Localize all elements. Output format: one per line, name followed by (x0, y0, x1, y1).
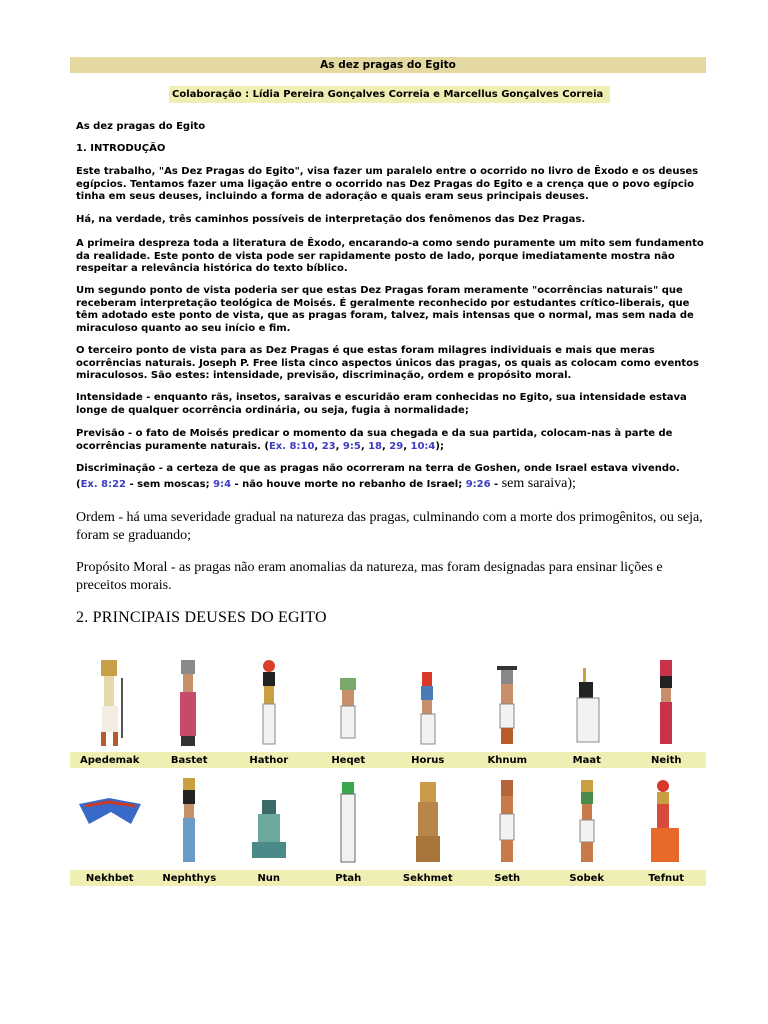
scripture-link[interactable]: 23 (321, 440, 336, 452)
paragraph-third-view: O terceiro ponto de vista para as Dez Pragas é que estas foram milagres individuais e mais que meras ocorrências naturais. Joseph P. Free lista cinco aspectos únicos das pragas, os quais as colocam como eventos miraculosos. São estes: intensidade, previsão, discriminação, ordem e propósito moral. (76, 345, 699, 382)
horus-image (388, 658, 468, 748)
gods-labels-row-1 (70, 752, 706, 768)
maat-image (547, 658, 627, 748)
section-heading-introduction: 1. INTRODUÇÃO (76, 143, 166, 154)
section-heading-gods: 2. PRINCIPAIS DEUSES DO EGITO (76, 609, 327, 626)
neith-image (627, 658, 707, 748)
page-title: As dez pragas do Egito (320, 59, 456, 71)
god-label-sobek: Sobek (569, 872, 605, 884)
sobek-image (547, 776, 627, 866)
gods-figures-row-2 (70, 776, 706, 866)
seth-image (468, 776, 548, 866)
god-label-horus: Horus (411, 754, 445, 766)
ptah-image (309, 776, 389, 866)
god-label-maat: Maat (572, 754, 601, 766)
page-title-bar (70, 57, 706, 73)
heqet-image (309, 658, 389, 748)
god-label-nun: Nun (257, 872, 281, 884)
god-label-hathor: Hathor (249, 754, 289, 766)
paragraph-interpretations: Há, na verdade, três caminhos possíveis de interpretação dos fenômenos das Dez Pragas. (76, 214, 586, 225)
tefnut-image (627, 776, 707, 866)
scripture-link[interactable]: 9:5 (342, 440, 361, 452)
nephthys-image (150, 776, 230, 866)
document-subtitle: As dez pragas do Egito (76, 121, 206, 132)
paragraph-second-view: Um segundo ponto de vista poderia ser que estas Dez Pragas foram meramente "ocorrências naturais" que receberam interpretação teológica de Moisés. É geralmente reconhecido por estudantes crítico-liberais, que têm adotado este ponto de vista, que as pragas foram, talvez, mais intensas que o normal, mas sem nada de miraculoso quanto ao seu início e fim. (76, 285, 694, 334)
paragraph-prediction: Previsão - o fato de Moisés predicar o momento da sua chegada e da sua partida, colocam-nas à parte de ocorrências puramente naturais. (Ex. 8:10, 23, 9:5, 18, 29, 10:4); (76, 428, 673, 452)
paragraph-intensity: Intensidade - enquanto rãs, insetos, saraivas e escuridão eram conhecidas no Egito, sua intensidade estava longe de qualquer ocorrência ordinária, ou seja, fugia à normalidade; (76, 392, 687, 416)
khnum-image (468, 658, 548, 748)
collaboration-bar (169, 86, 610, 103)
god-label-ptah: Ptah (335, 872, 362, 884)
god-label-tefnut: Tefnut (648, 872, 685, 884)
god-label-khnum: Khnum (487, 754, 528, 766)
god-label-sekhmet: Sekhmet (402, 872, 453, 884)
god-label-nekhbet: Nekhbet (85, 872, 134, 884)
gods-figures-row-1 (70, 658, 706, 748)
scripture-link[interactable]: 18 (368, 440, 383, 452)
paragraph-intro: Este trabalho, "As Dez Pragas do Egito", visa fazer um paralelo entre o ocorrido no livro de Êxodo e os deuses egípcios. Tentamos fazer uma ligação entre o ocorrido nas Dez Pragas do Egito e a crença que o povo egípcio tinha em seus deuses, incluindo a forma de adoração e quais eram seus principais deuses. (76, 166, 699, 203)
scripture-link[interactable]: 9:4 (213, 478, 232, 490)
paragraph-moral-purpose: Propósito Moral - as pragas não eram anomalias da natureza, mas foram designadas para ensinar lições e preceitos morais. (76, 560, 663, 593)
god-label-nephthys: Nephthys (162, 872, 217, 884)
paragraph-first-view: A primeira despreza toda a literatura de Êxodo, encarando-a como sendo puramente um mito sem fundamento da realidade. Este ponto de vista pode ser rapidamente posto de lado, porque imediatamente mostra não respeitar a relevância histórica do texto bíblico. (76, 238, 704, 275)
god-label-neith: Neith (651, 754, 682, 766)
scripture-link[interactable]: Ex. 8:22 (80, 478, 127, 490)
nun-image (229, 776, 309, 866)
god-label-heqet: Heqet (331, 754, 366, 766)
hathor-image (229, 658, 309, 748)
nekhbet-image (70, 776, 150, 866)
scripture-link[interactable]: 9:26 (465, 478, 491, 490)
gods-labels-row-2 (70, 870, 706, 886)
bastet-image (150, 658, 230, 748)
scripture-link[interactable]: Ex. 8:10 (268, 440, 315, 452)
god-label-bastet: Bastet (170, 754, 208, 766)
paragraph-discrimination: Discriminação - a certeza de que as pragas não ocorreram na terra de Goshen, onde Israel estava vivendo. (Ex. 8:22 - sem moscas; 9:4 - não houve morte no rebanho de Israel; 9:26 - sem saraiva); (76, 463, 680, 491)
apedemak-image (70, 658, 150, 748)
scripture-link[interactable]: 29 (389, 440, 404, 452)
sekhmet-image (388, 776, 468, 866)
paragraph-order: Ordem - há uma severidade gradual na natureza das pragas, culminando com a morte dos primogênitos, ou seja, foram se graduando; (76, 510, 703, 543)
scripture-link[interactable]: 10:4 (410, 440, 436, 452)
god-label-apedemak: Apedemak (80, 754, 140, 766)
god-label-seth: Seth (494, 872, 521, 884)
collaboration-text: Colaboração : Lídia Pereira Gonçalves Correia e Marcellus Gonçalves Correia (172, 89, 604, 100)
